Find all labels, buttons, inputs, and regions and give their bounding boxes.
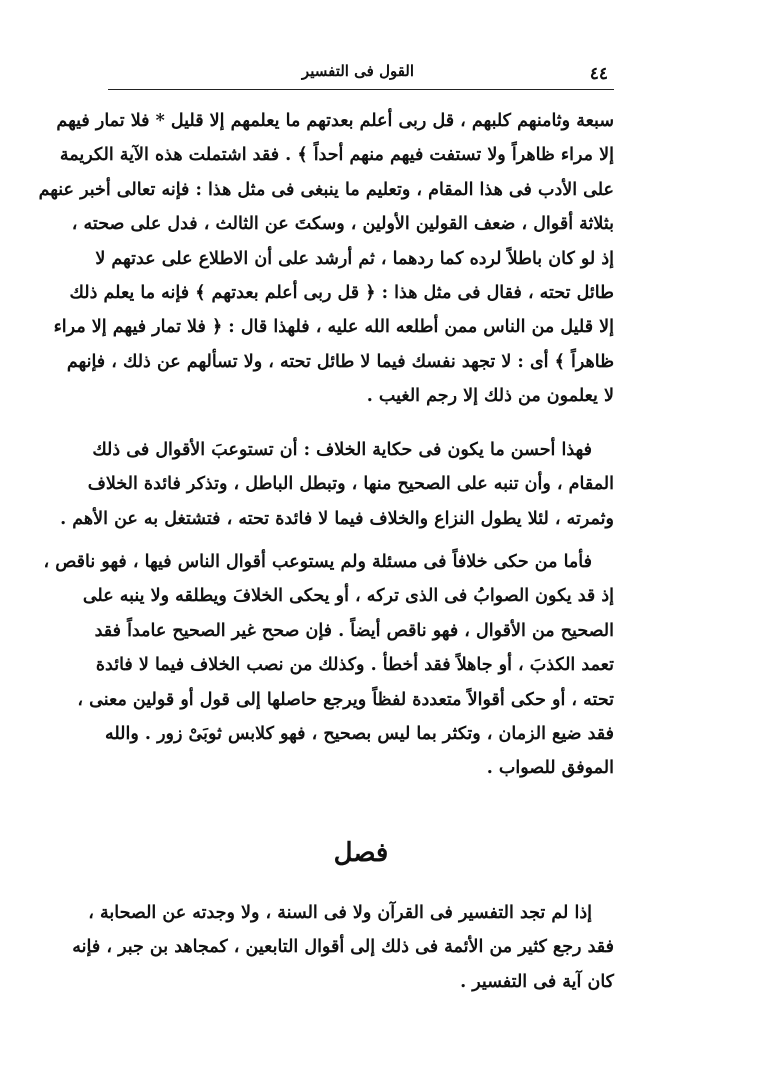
text-line: على الأدب فى هذا المقام ، وتعليم ما ينبغى فى مثل هذا : فإنه تعالى أخبر عنهم — [38, 179, 614, 200]
text-line: إذ لو كان باطلاً لرده كما ردهما ، ثم أرشد على أن الاطلاع على عدتهم لا — [95, 248, 614, 269]
text-line: إلا مراء ظاهراً ولا تستفت فيهم منهم أحداً ﴾ . فقد اشتملت هذه الآية الكريمة — [59, 145, 614, 166]
running-title: القول فى التفسير — [301, 62, 415, 80]
page-header — [108, 62, 608, 90]
page-number: ٤٤ — [589, 64, 608, 84]
text-line: فأما من حكى خلافاً فى مسئلة ولم يستوعب أقوال الناس فيها ، فهو ناقص ، — [43, 552, 592, 572]
paragraph-3 — [43, 545, 614, 786]
paragraph-2 — [60, 433, 614, 536]
section-title: فصل — [333, 838, 389, 868]
text-line: وثمرته ، لئلا يطول النزاع والخلاف فيما لا فائدة تحته ، فتشتغل به عن الأهم . — [60, 508, 614, 529]
text-line: تحته ، أو حكى أقوالاً متعددة لفظاً ويرجع حاصلها إلى قول أو قولين معنى ، — [77, 689, 614, 710]
header-rule — [108, 89, 614, 90]
text-line: فقد ضيع الزمان ، وتكثر بما ليس بصحيح ، فهو كلابس ثوبَىْ زور . والله — [104, 723, 614, 744]
text-line: فقد رجع كثير من الأئمة فى ذلك إلى أقوال التابعين ، كمجاهد بن جبر ، فإنه — [72, 937, 614, 958]
paragraph-4 — [72, 896, 614, 999]
text-line: المقام ، وأن تنبه على الصحيح منها ، وتبطل الباطل ، وتذكر فائدة الخلاف — [87, 474, 614, 495]
text-line: فهذا أحسن ما يكون فى حكاية الخلاف : أن تستوعبَ الأقوال فى ذلك — [92, 440, 592, 460]
paragraph-1 — [38, 104, 614, 414]
text-line: إذ قد يكون الصوابُ فى الذى تركه ، أو يحكى الخلافَ ويطلقه ولا ينبه على — [82, 586, 614, 607]
text-line: تعمد الكذبَ ، أو جاهلاً فقد أخطأ . وكذلك من نصب الخلاف فيما لا فائدة — [95, 655, 614, 676]
text-line: كان آية فى التفسير . — [460, 971, 614, 992]
text-line: الصحيح من الأقوال ، فهو ناقص أيضاً . فإن صحح غير الصحيح عامداً فقد — [94, 620, 614, 641]
text-line: سبعة وثامنهم كلبهم ، قل ربى أعلم بعدتهم ما يعلمهم إلا قليل * فلا تمار فيهم — [56, 111, 614, 131]
text-line: الموفق للصواب . — [486, 758, 614, 779]
text-line: طائل تحته ، فقال فى مثل هذا : ﴿ قل ربى أعلم بعدتهم ﴾ فإنه ما يعلم ذلك — [69, 282, 614, 303]
text-line: ظاهراً ﴾ أى : لا تجهد نفسك فيما لا طائل تحته ، ولا تسألهم عن ذلك ، فإنهم — [66, 351, 614, 372]
text-line: بثلاثة أقوال ، ضعف القولين الأولين ، وسكتَ عن الثالث ، فدل على صحته ، — [71, 214, 614, 235]
text-line: إلا قليل من الناس ممن أطلعه الله عليه ، فلهذا قال : ﴿ فلا تمار فيهم إلا مراء — [53, 317, 614, 338]
text-line: لا يعلمون من ذلك إلا رجم الغيب . — [366, 386, 614, 407]
text-line: إذا لم تجد التفسير فى القرآن ولا فى السنة ، ولا وجدته عن الصحابة ، — [88, 903, 592, 923]
